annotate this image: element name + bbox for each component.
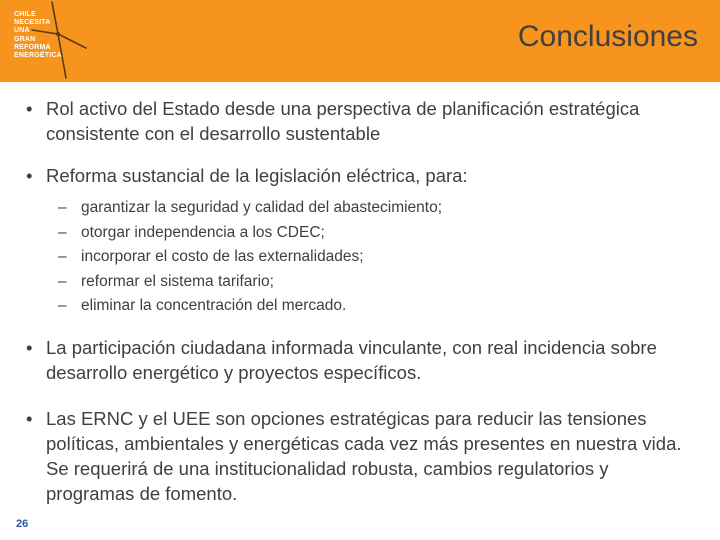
bullet-item [22, 335, 702, 385]
bullet-item [22, 406, 702, 506]
bullet-glyph: • [26, 98, 33, 119]
dash-glyph: – [58, 248, 67, 265]
bullet-text: Reforma sustancial de la legislación eléctrica, para: [46, 165, 468, 186]
bullet-glyph: • [26, 336, 33, 358]
sub-list [58, 196, 702, 319]
dash-glyph: – [58, 297, 67, 314]
bullet-text: La participación ciudadana informada vinculante, con real incidencia sobre desarrollo energético y proyectos específicos. [46, 336, 657, 383]
sub-item-text: eliminar la concentración del mercado. [81, 297, 347, 314]
dash-glyph: – [58, 223, 67, 241]
logo-text: CHILE NECESITA UNA GRAN REFORMA ENERGÉTICA [14, 11, 62, 60]
bullet-item [22, 96, 702, 146]
sub-item [58, 245, 702, 270]
bullet-glyph: • [26, 407, 33, 429]
bullet-text: Las ERNC y el UEE son opciones estratégicas para reducir las tensiones políticas, ambientales y energéticas cada vez más presentes en nuestra vida. Se requerirá de una institucionalidad robusta, cambios regulatorios y programas de fomento. [46, 407, 682, 504]
slide-content [22, 96, 702, 506]
sub-item [58, 294, 702, 319]
sub-item [58, 196, 702, 221]
bullet-item [22, 163, 702, 188]
sub-item [58, 270, 702, 295]
sub-item-text: garantizar la seguridad y calidad del abastecimiento; [81, 199, 443, 216]
bullet-glyph: • [26, 165, 33, 186]
bullet-text: Rol activo del Estado desde una perspectiva de planificación estratégica consistente con el desarrollo sustentable [46, 98, 640, 144]
sub-item-text: incorporar el costo de las externalidades; [81, 248, 364, 265]
page-number: 26 [16, 518, 29, 530]
header-bar [0, 0, 720, 82]
sub-item-text: otorgar independencia a los CDEC; [81, 223, 325, 241]
dash-glyph: – [58, 272, 67, 290]
dash-glyph: – [58, 199, 67, 216]
page-title: Conclusiones [517, 20, 698, 53]
logo [8, 0, 94, 82]
sub-item [58, 221, 702, 246]
sub-item-text: reformar el sistema tarifario; [81, 272, 274, 290]
